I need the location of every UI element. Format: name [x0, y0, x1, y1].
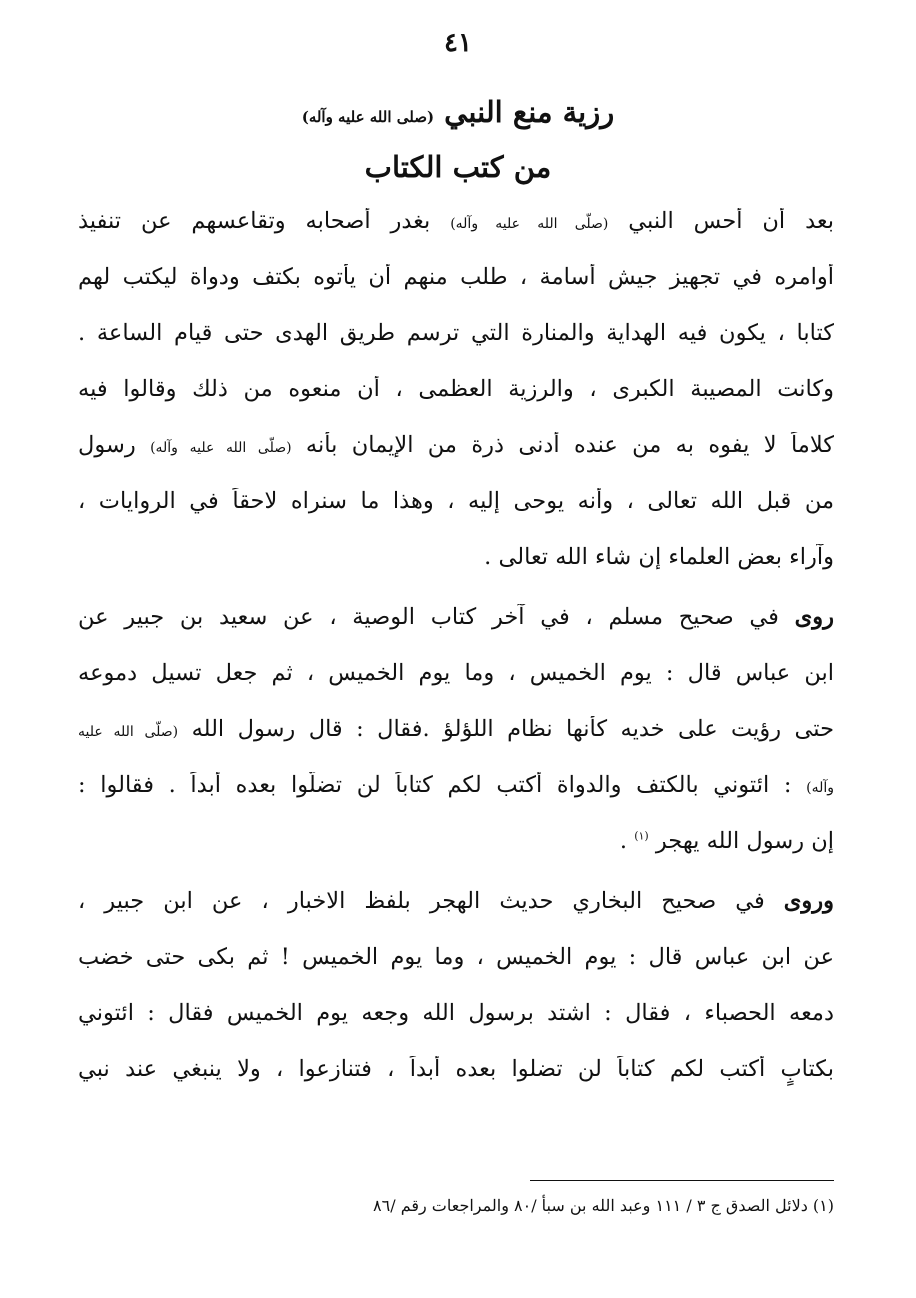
text-line: أوامره في تجهيز جيش أسامة ، طلب منهم أن يأتوه بكتف ودواة ليكتب لهم: [78, 264, 834, 290]
footnote: (١) دلائل الصدق ج ٣ / ١١١ وعبد الله بن سبأ /٨٠ والمراجعات رقم /٨٦: [373, 1196, 834, 1215]
chapter-title: [0, 95, 916, 129]
salawat-mark: (صلّى الله عليه وآله): [450, 216, 609, 232]
text-line: وآله) : ائتوني بالكتف والدواة أكتب لكم كتاباً لن تضلّوا بعده أبداً . فقالوا :: [78, 772, 834, 798]
lead-word: روى: [794, 604, 834, 630]
text-line: وكانت المصيبة الكبرى ، والرزية العظمى ، أن منعوه من ذلك وقالوا فيه: [78, 376, 834, 402]
salawat-mark: (صلّى الله عليه: [78, 724, 179, 740]
footnote-divider: [530, 1180, 834, 1181]
text-line: دمعه الحصباء ، فقال : اشتد برسول الله وجعه يوم الخميس فقال : ائتوني: [78, 1000, 834, 1026]
chapter-subtitle: من كتب الكتاب: [364, 150, 552, 184]
text-line: حتى رؤيت على خديه كأنها نظام اللؤلؤ .فقال : قال رسول الله (صلّى الله عليه: [78, 716, 834, 742]
text-line: وروى في صحيح البخاري حديث الهجر بلفظ الاخبار ، عن ابن جبير ،: [78, 888, 834, 914]
chapter-title-main: رزية منع النبي: [444, 95, 615, 129]
text-line: عن ابن عباس قال : يوم الخميس ، وما يوم الخميس ! ثم بكى حتى خضب: [78, 944, 834, 970]
page-number: ٤١: [444, 28, 472, 58]
text-line: ابن عباس قال : يوم الخميس ، وما يوم الخميس ، ثم جعل تسيل دموعه: [78, 660, 834, 686]
text-line: من قبل الله تعالى ، وأنه يوحى إليه ، وهذا ما سنراه لاحقاً في الروايات ،: [78, 488, 834, 514]
text-line: روى في صحيح مسلم ، في آخر كتاب الوصية ، عن سعيد بن جبير عن: [78, 604, 834, 630]
text-line: إن رسول الله يهجر $^{(١)}$ .: [619, 828, 834, 854]
salawat-mark: (صلّى الله عليه وآله): [150, 440, 292, 456]
text-line: وآراء بعض العلماء إن شاء الله تعالى .: [484, 544, 834, 570]
text-line: بعد أن أحس النبي (صلّى الله عليه وآله) بغدر أصحابه وتقاعسهم عن تنفيذ: [78, 208, 834, 234]
chapter-title-salawat: (صلى الله عليه وآله): [301, 108, 435, 126]
text-line: كلاماً لا يفوه به من عنده أدنى ذرة من الإيمان بأنه (صلّى الله عليه وآله) رسول: [78, 432, 834, 458]
text-line: بكتابٍ أكتب لكم كتاباً لن تضلوا بعده أبداً ، فتنازعوا ، ولا ينبغي عند نبي: [78, 1056, 834, 1082]
text-line: كتابا ، يكون فيه الهداية والمنارة التي ترسم طريق الهدى حتى قيام الساعة .: [78, 320, 834, 346]
salawat-mark: وآله): [806, 780, 834, 796]
lead-word: وروى: [783, 888, 834, 914]
footnote-reference: (١): [634, 829, 649, 843]
